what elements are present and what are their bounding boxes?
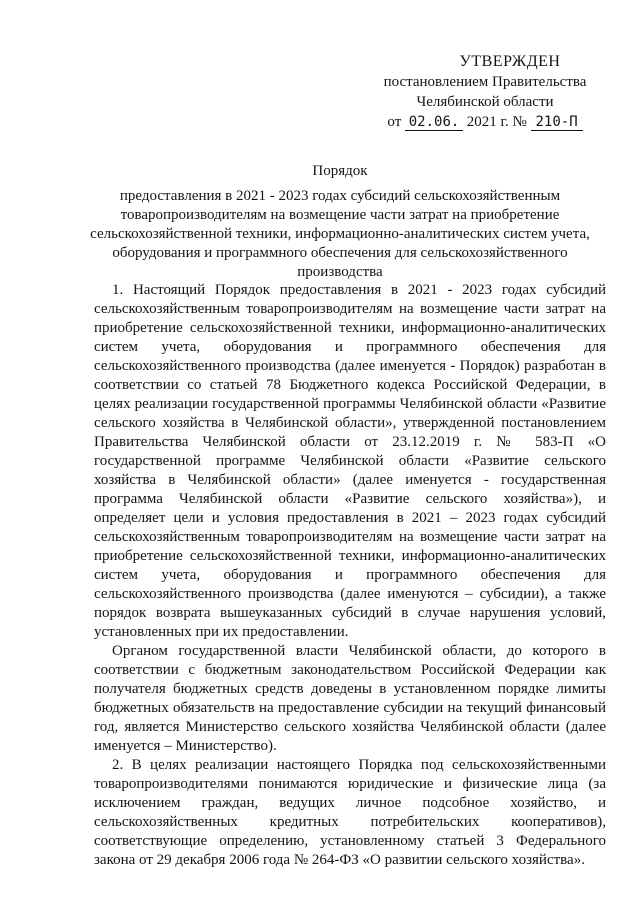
document-subtitle: предоставления в 2021 - 2023 годах субсидий сельскохозяйственным товаропроизводителям на возмещение части затрат на приобретение сельскохозяйственной техники, информационно-аналитических систем учета, оборудования и программного обеспечения для сельскохозяйственного производства <box>90 188 590 280</box>
approval-date-line <box>370 112 600 132</box>
approval-year: 2021 г. № <box>466 114 527 130</box>
approval-line-2: Челябинской области <box>416 94 554 110</box>
approval-prefix: от <box>387 114 402 130</box>
paragraph-2: Органом государственной власти Челябинской области, до которого в соответствии с бюджетным законодательством Российской Федерации как получателя бюджетных средств доведены в установленном порядке лимиты бюджетных обязательств на предоставление субсидии на текущий финансовый год, является Министерство сельского хозяйства Челябинской области (далее именуется – Министерство). <box>94 643 606 754</box>
document-body <box>94 281 606 870</box>
paragraph-1: 1. Настоящий Порядок предоставления в 2021 - 2023 годах субсидий сельскохозяйственным товаропроизводителям на возмещение части затрат на приобретение сельскохозяйственной техники, информационно-аналитических систем учета, оборудования и программного обеспечения для сельскохозяйственного производства (далее именуется - Порядок) разработан в соответствии со статьей 78 Бюджетного кодекса Российской Федерации, в целях реализации государственной программы Челябинской области «Развитие сельского хозяйства в Челябинской области», утвержденной постановлением Правительства Челябинской области от 23.12.2019 г. № 583-П «О государственной программе Челябинской области «Развитие сельского хозяйства в Челябинской области» (далее именуется - государственная программа Челябинской области «Развитие сельского хозяйства»), и определяет цели и условия предоставления в 2021 – 2023 годах субсидий сельскохозяйственным товаропроизводителям на возмещение части затрат на приобретение сельскохозяйственной техники, информационно-аналитических систем учета, оборудования и программного обеспечения для сельскохозяйственного производства (далее именуются – субсидии), а также порядок возврата вышеуказанных субсидий в случае нарушения условий, установленных при их предоставлении. <box>94 282 606 640</box>
approval-stamp <box>370 52 600 132</box>
approval-line-1: постановлением Правительства <box>383 74 587 90</box>
document-title: Порядок <box>312 163 368 179</box>
document-heading <box>75 162 605 282</box>
approval-date: 02.06. <box>405 114 463 131</box>
approval-title: УТВЕРЖДЕН <box>459 53 561 70</box>
approval-number: 210-П <box>531 114 583 131</box>
paragraph-3: 2. В целях реализации настоящего Порядка под сельскохозяйственными товаропроизводителями понимаются юридические и физические лица (за исключением граждан, ведущих личное подсобное хозяйство, и сельскохозяйственных кредитных потребительских кооперативов), соответствующие определению, установленному статьей 3 Федерального закона от 29 декабря 2006 года № 264-ФЗ «О развитии сельского хозяйства». <box>94 757 606 868</box>
